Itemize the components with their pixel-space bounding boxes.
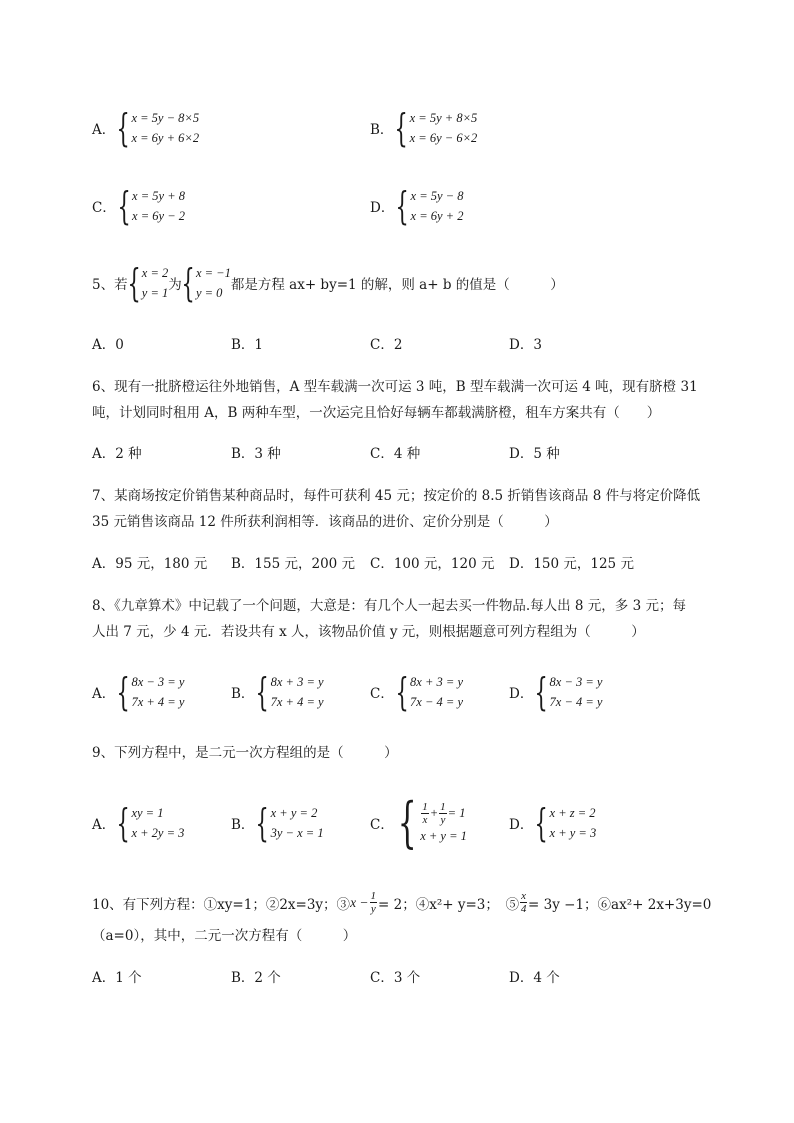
option-label: B． bbox=[231, 686, 255, 702]
q10-option-b[interactable]: B．2 个 bbox=[231, 970, 281, 986]
equation: 7x − 4 = y bbox=[549, 695, 603, 709]
q6-option-c[interactable]: C．4 种 bbox=[370, 446, 421, 462]
q5-suffix: 都是方程 ax+ by=1 的解，则 a+ b 的值是（ ） bbox=[230, 277, 564, 293]
q5-option-d[interactable]: D．3 bbox=[509, 337, 542, 353]
q10-text: = 2；④x²+ y=3； ⑤ bbox=[378, 896, 520, 913]
q9-option-d[interactable]: D． { x + z = 2 x + y = 3 bbox=[509, 801, 597, 845]
equation-tail: = 1 bbox=[447, 806, 466, 820]
equation: x = 6y + 2 bbox=[410, 209, 464, 223]
equation: x + y = 1 bbox=[420, 828, 467, 843]
q7-option-d[interactable]: D．150 元，125 元 bbox=[509, 556, 634, 572]
q5-option-c[interactable]: C．2 bbox=[370, 337, 403, 353]
equation: x + z = 2 bbox=[549, 806, 596, 820]
option-label: C． bbox=[92, 200, 116, 216]
q10-option-a[interactable]: A．1 个 bbox=[92, 970, 142, 986]
q7-option-c[interactable]: C．100 元，120 元 bbox=[370, 556, 495, 572]
option-label: A． bbox=[92, 122, 116, 138]
q6-option-a[interactable]: A．2 种 bbox=[92, 446, 142, 462]
q10-option-c[interactable]: C．3 个 bbox=[370, 970, 421, 986]
equation: 8x + 3 = y bbox=[270, 675, 324, 689]
q8-option-d[interactable]: D． { 8x − 3 = y 7x − 4 = y bbox=[509, 670, 603, 714]
q6-option-d[interactable]: D．5 种 bbox=[509, 446, 560, 462]
q10-expr: x − bbox=[350, 894, 369, 910]
fraction-denominator: 4 bbox=[520, 903, 527, 915]
q4-option-c[interactable]: C． { x = 5y + 8 x = 6y − 2 bbox=[92, 184, 185, 228]
equation: x + 2y = 3 bbox=[131, 826, 185, 840]
fraction-numerator: 1 bbox=[440, 800, 446, 813]
equation: x = −1 bbox=[195, 266, 231, 280]
q8-line1: 8、《九章算术》中记载了一个问题，大意是：有几个人一起去买一件物品.每人出 8 元，多 3 元；每 bbox=[92, 598, 686, 614]
q5-prefix: 5、若 bbox=[92, 277, 128, 293]
q5-option-b[interactable]: B．1 bbox=[231, 337, 264, 353]
q5-option-a[interactable]: A．0 bbox=[92, 337, 124, 353]
equation: 7x + 4 = y bbox=[131, 695, 185, 709]
q6-line1: 6、现有一批脐橙运往外地销售，A 型车载满一次可运 3 吨，B 型车载满一次可运 4 吨，现有脐橙 31 bbox=[92, 379, 698, 395]
option-label: C． bbox=[370, 817, 394, 833]
q8-option-c[interactable]: C． { 8x + 3 = y 7x − 4 = y bbox=[370, 670, 463, 714]
option-label: D． bbox=[370, 200, 395, 216]
q7-option-b[interactable]: B．155 元，200 元 bbox=[231, 556, 356, 572]
q10-line2: （a=0），其中，二元一次方程有（ ） bbox=[92, 928, 357, 944]
option-label: B． bbox=[231, 817, 255, 833]
equation: 3y − x = 1 bbox=[270, 826, 324, 840]
q6-option-b[interactable]: B．3 种 bbox=[231, 446, 281, 462]
q5-stem: 5、若 { x = 2 y = 1 为 { x = −1 y = 0 都是方程 ax+ by=1 的解，则 a+ b 的值是（ ） bbox=[92, 261, 564, 305]
equation: x + y = 3 bbox=[549, 826, 597, 840]
q9-option-c[interactable]: C． { $\frac{1}{x}$ + $\frac{1}{y}$ = 1 x + y = 1 bbox=[370, 791, 467, 854]
q9-stem: 9、下列方程中，是二元一次方程组的是（ ） bbox=[92, 745, 398, 761]
equation: 8x − 3 = y bbox=[549, 675, 603, 689]
equation: x = 5y − 8×5 bbox=[131, 111, 200, 125]
fraction-denominator: y bbox=[440, 813, 446, 826]
q5-mid: 为 bbox=[168, 277, 182, 293]
q4-option-b[interactable]: B． { x = 5y + 8×5 x = 6y − 6×2 bbox=[370, 106, 478, 150]
fraction-denominator: y bbox=[370, 903, 376, 915]
q7-option-a[interactable]: A．95 元，180 元 bbox=[92, 556, 208, 572]
equation: x = 6y + 6×2 bbox=[131, 131, 200, 145]
q10-option-d[interactable]: D．4 个 bbox=[509, 970, 560, 986]
equation: 7x + 4 = y bbox=[270, 695, 324, 709]
q7-line1: 7、某商场按定价销售某种商品时，每件可获利 45 元；按定价的 8.5 折销售该商品 8 件与将定价降低 bbox=[92, 488, 701, 504]
q7-line2: 35 元销售该商品 12 件所获利润相等．该商品的进价、定价分别是（ ） bbox=[92, 514, 558, 530]
option-label: A． bbox=[92, 686, 116, 702]
equation: x = 5y + 8 bbox=[132, 189, 185, 203]
q8-line2: 人出 7 元，少 4 元．若设共有 x 人，该物品价值 y 元，则根据题意可列方程组为（ ） bbox=[92, 624, 645, 640]
q4-option-a[interactable]: A． { x = 5y − 8×5 x = 6y + 6×2 bbox=[92, 106, 200, 150]
q10-text: = 3y −1；⑥ax²+ 2x+3y=0 bbox=[528, 896, 712, 913]
q8-option-a[interactable]: A． { 8x − 3 = y 7x + 4 = y bbox=[92, 670, 185, 714]
fraction-denominator: x bbox=[422, 813, 428, 826]
q4-option-d[interactable]: D． { x = 5y − 8 x = 6y + 2 bbox=[370, 184, 464, 228]
q8-option-b[interactable]: B． { 8x + 3 = y 7x + 4 = y bbox=[231, 670, 324, 714]
option-label: D． bbox=[509, 817, 534, 833]
option-label: C． bbox=[370, 686, 394, 702]
q9-option-b[interactable]: B． { x + y = 2 3y − x = 1 bbox=[231, 801, 324, 845]
q10-line1 bbox=[92, 890, 711, 915]
equation: x = 2 bbox=[141, 266, 169, 280]
equation: 7x − 4 = y bbox=[410, 695, 463, 709]
option-label: A． bbox=[92, 817, 116, 833]
equation: y = 0 bbox=[195, 286, 223, 300]
equation: 8x − 3 = y bbox=[131, 675, 185, 689]
q6-line2: 吨，计划同时租用 A，B 两种车型，一次运完且恰好每辆车都载满脐橙，租车方案共有（ ） bbox=[92, 405, 661, 421]
equation: 8x + 3 = y bbox=[410, 675, 463, 689]
equation: x = 6y − 6×2 bbox=[409, 131, 478, 145]
q10-text: 10、有下列方程：①xy=1；②2x=3y；③ bbox=[92, 896, 351, 913]
option-label: B． bbox=[370, 122, 394, 138]
equation: x = 5y + 8×5 bbox=[409, 111, 478, 125]
plus-sign: + bbox=[429, 806, 439, 820]
option-label: D． bbox=[509, 686, 534, 702]
equation: xy = 1 bbox=[131, 806, 164, 820]
fraction-numerator: 1 bbox=[370, 890, 377, 902]
equation: x = 5y − 8 bbox=[410, 189, 464, 203]
equation: x + y = 2 bbox=[270, 806, 318, 820]
fraction-numerator: x bbox=[521, 890, 527, 902]
q9-option-a[interactable]: A． { xy = 1 x + 2y = 3 bbox=[92, 801, 185, 845]
fraction-numerator: 1 bbox=[422, 800, 428, 813]
equation: y = 1 bbox=[141, 286, 169, 300]
equation: x = 6y − 2 bbox=[132, 209, 185, 223]
